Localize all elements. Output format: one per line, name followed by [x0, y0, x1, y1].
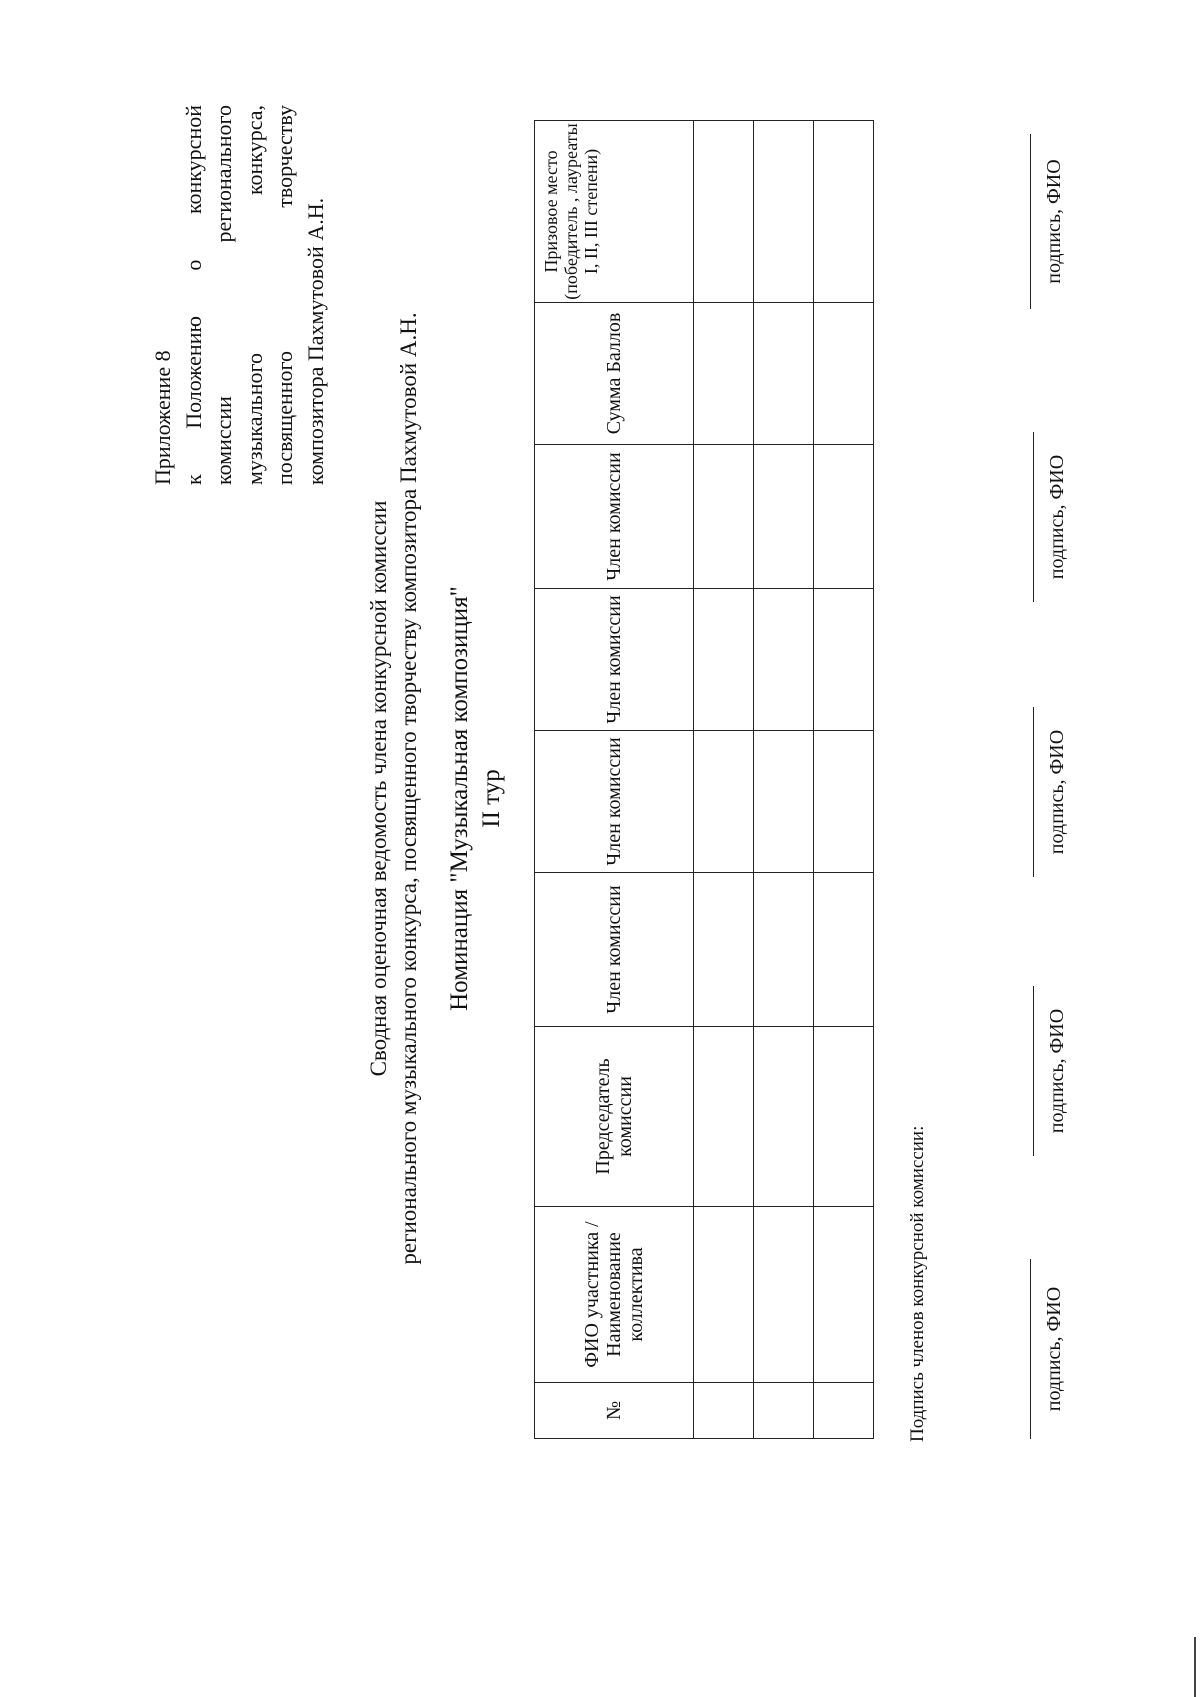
table-cell[interactable] [814, 589, 874, 731]
column-header-prize: Призовое место (победитель , лауреаты I, II, III степени) [535, 121, 694, 303]
column-header-participant: ФИО участника / Наименование коллектива [535, 1207, 694, 1383]
table-cell[interactable] [754, 1027, 814, 1207]
table-cell[interactable] [694, 445, 754, 589]
column-header-total: Сумма Баллов [535, 303, 694, 445]
table-cell[interactable] [694, 1027, 754, 1207]
table-cell[interactable] [754, 589, 814, 731]
table-cell[interactable] [754, 873, 814, 1027]
scan-edge-divider [1194, 1637, 1196, 1697]
table-cell[interactable] [754, 1207, 814, 1383]
signature-line: подпись, ФИО [1033, 707, 1069, 877]
table-cell[interactable] [814, 445, 874, 589]
table-row [754, 121, 814, 1439]
table-cell[interactable] [754, 121, 814, 303]
column-header-member: Член комиссии [535, 731, 694, 873]
table-cell[interactable] [694, 873, 754, 1027]
nomination-title: Номинация "Музыкальная композиция" [446, 586, 473, 1011]
table-cell[interactable] [694, 731, 754, 873]
table-cell[interactable] [814, 1383, 874, 1439]
document-subtitle: регионального музыкального конкурса, посвященного творчеству композитора Пахмутовой А.Н. [396, 312, 421, 1265]
signature-line: подпись, ФИО [1033, 432, 1069, 602]
column-header-number: № [535, 1383, 694, 1439]
signature-line: подпись, ФИО [1030, 1259, 1066, 1439]
table-cell[interactable] [694, 1383, 754, 1439]
table-cell[interactable] [754, 731, 814, 873]
table-cell[interactable] [694, 1207, 754, 1383]
signatures-label: Подпись членов конкурсной комиссии: [907, 1125, 928, 1442]
column-header-chairman: Председатель комиссии [535, 1027, 694, 1207]
table-cell[interactable] [814, 873, 874, 1027]
table-header-row [535, 121, 694, 1439]
tour-label: II тур [478, 769, 505, 828]
column-header-member: Член комиссии [535, 873, 694, 1027]
table-row [814, 121, 874, 1439]
table-cell[interactable] [814, 303, 874, 445]
table-cell[interactable] [694, 303, 754, 445]
table-cell[interactable] [754, 445, 814, 589]
table-cell[interactable] [694, 589, 754, 731]
signature-line: подпись, ФИО [1030, 134, 1066, 309]
appendix-line: к Положению о конкурсной [180, 105, 206, 485]
appendix-line: посвященного творчеству [272, 105, 297, 485]
column-header-member: Член комиссии [535, 589, 694, 731]
appendix-line: композитора Пахмутовой А.Н. [302, 197, 328, 485]
appendix-line: комиссии регионального [211, 105, 236, 485]
appendix-block [148, 105, 331, 485]
table-row [694, 121, 754, 1439]
table-cell[interactable] [754, 1383, 814, 1439]
table-cell[interactable] [814, 1027, 874, 1207]
table-cell[interactable] [814, 731, 874, 873]
document-title: Сводная оценочная ведомость члена конкурсной комиссии [366, 500, 391, 1077]
table-cell[interactable] [754, 303, 814, 445]
appendix-line: музыкального конкурса, [241, 105, 267, 485]
table-cell[interactable] [814, 1207, 874, 1383]
table-cell[interactable] [694, 121, 754, 303]
table-cell[interactable] [814, 121, 874, 303]
appendix-title: Приложение 8 [150, 350, 175, 485]
score-table [534, 120, 874, 1439]
signature-line: подпись, ФИО [1033, 986, 1069, 1156]
column-header-member: Член комиссии [535, 445, 694, 589]
